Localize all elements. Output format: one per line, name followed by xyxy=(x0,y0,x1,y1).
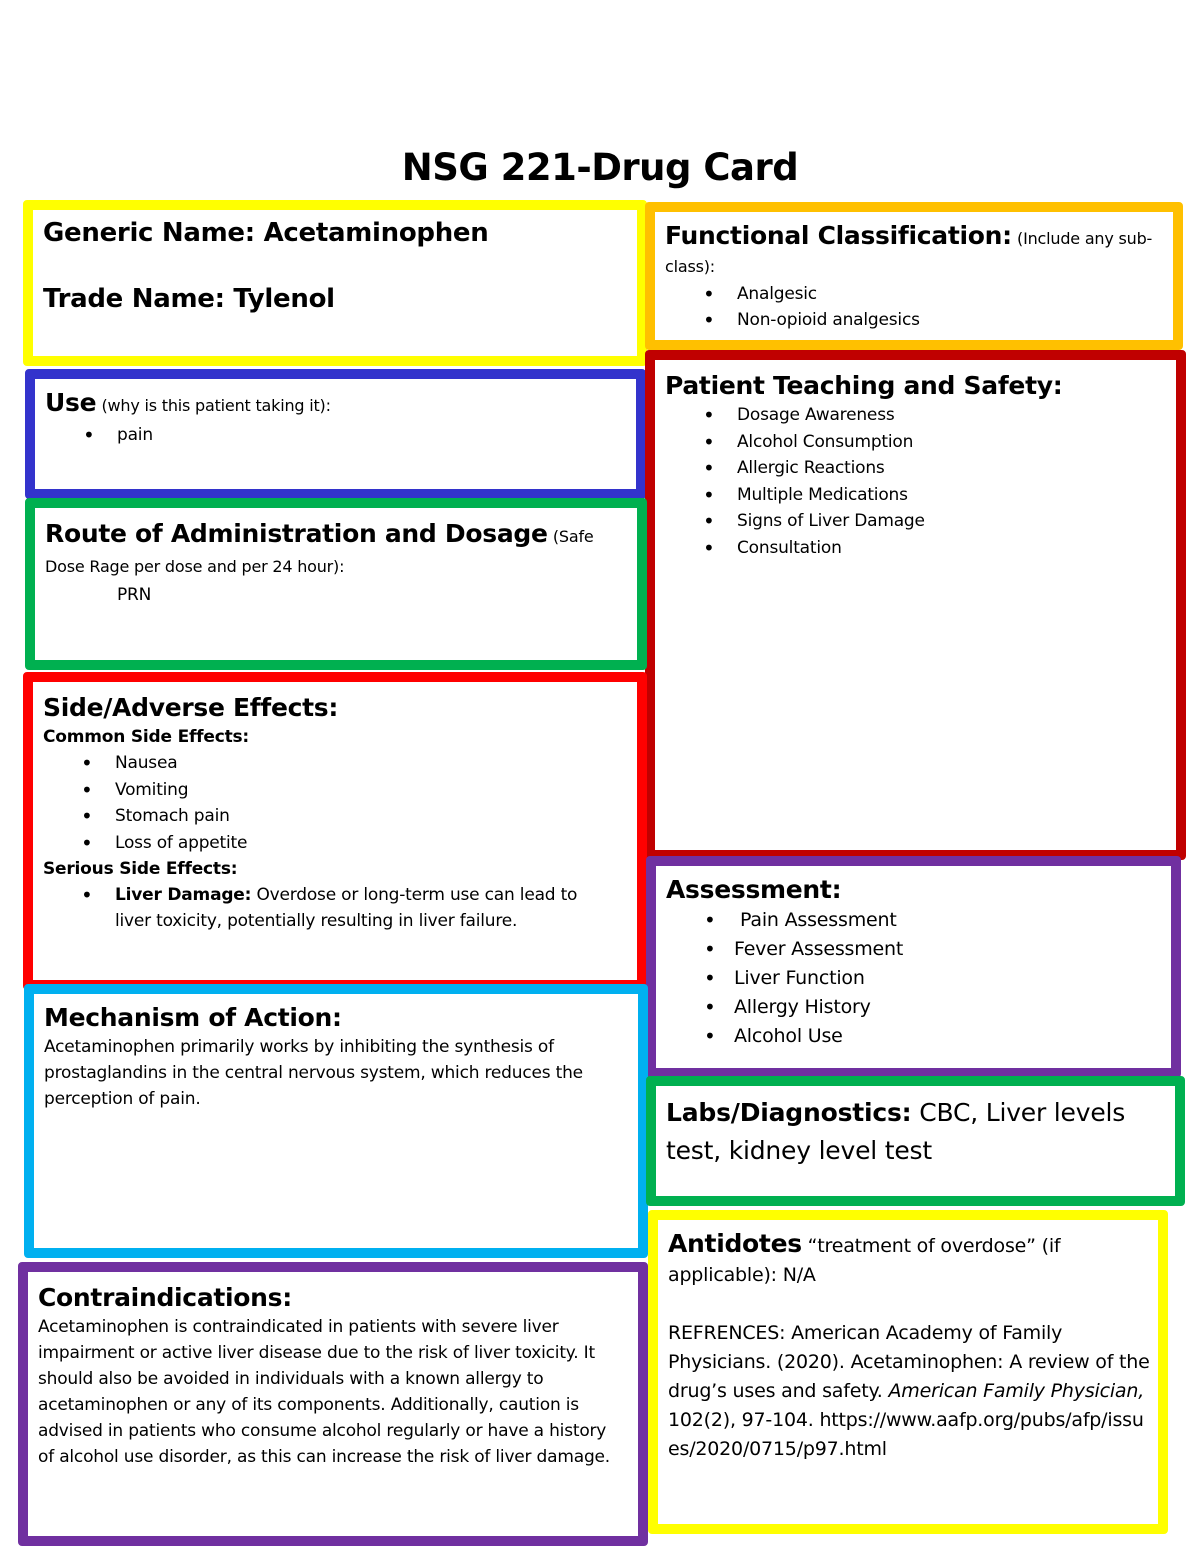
antidotes-heading: Antidotes xyxy=(668,1229,802,1258)
route-heading: Route of Administration and Dosage xyxy=(45,519,548,548)
use-note: (why is this patient taking it): xyxy=(101,396,331,415)
mechanism-card xyxy=(24,984,648,1258)
teaching-heading: Patient Teaching and Safety: xyxy=(665,371,1063,400)
trade-name: Trade Name: Tylenol xyxy=(43,284,335,314)
list-item: • Analgesic xyxy=(665,281,1165,307)
generic-name: Generic Name: Acetaminophen xyxy=(43,218,489,248)
list-item: • Stomach pain xyxy=(43,803,629,830)
contraindications-text: Acetaminophen is contraindicated in patients with severe liver impairment or active liver disease due to the risk of liver toxicity. It should also be avoided in individuals with a known allergy to acetaminophen or any of its components. Additionally, caution is advised in patients who consume alcohol regularly or have a history of alcohol use disorder, as this can increase the risk of liver damage. xyxy=(38,1317,610,1467)
reference-journal: American Family Physician, xyxy=(888,1380,1145,1402)
list-item: • Allergy History xyxy=(666,993,1163,1022)
list-item: • Liver Function xyxy=(666,964,1163,993)
list-item: • Pain Assessment xyxy=(666,906,1163,935)
list-item: • Alcohol Use xyxy=(666,1022,1163,1051)
generic-name-card xyxy=(23,200,647,366)
antidotes-card xyxy=(648,1210,1168,1534)
functional-note: (Include any sub-class): xyxy=(665,229,1153,276)
side-effects-card xyxy=(23,672,647,990)
mechanism-heading: Mechanism of Action: xyxy=(44,1003,342,1032)
list-item: • Nausea xyxy=(43,750,629,777)
reference-text: REFRENCES: American Academy of Family Physicians. (2020). Acetaminophen: A review of the drug’s uses and safety. xyxy=(668,1322,1150,1402)
list-item: • Vomiting xyxy=(43,777,629,804)
side-effects-heading: Side/Adverse Effects: xyxy=(43,693,339,722)
route-value: PRN xyxy=(117,585,152,605)
contraindications-heading: Contraindications: xyxy=(38,1283,292,1312)
labs-card xyxy=(646,1076,1185,1206)
assessment-card xyxy=(646,856,1181,1078)
references xyxy=(668,1319,1154,1464)
reference-url[interactable]: https://www.aafp.org/pubs/afp/issues/2020/0715/p97.html xyxy=(668,1409,1144,1460)
route-note: (Safe Dose Rage per dose and per 24 hour): xyxy=(45,527,594,576)
list-item: • Loss of appetite xyxy=(43,830,629,857)
assessment-heading: Assessment: xyxy=(666,875,842,904)
list-item: • pain xyxy=(45,422,628,448)
serious-side-effects-label: Serious Side Effects: xyxy=(43,859,238,879)
list-item: • Signs of Liver Damage xyxy=(665,508,1168,535)
list-item: • Allergic Reactions xyxy=(665,455,1168,482)
list-item: • Alcohol Consumption xyxy=(665,429,1168,456)
list-item: • Fever Assessment xyxy=(666,935,1163,964)
serious-item-title: Liver Damage: xyxy=(115,885,252,905)
page-title: NSG 221-Drug Card xyxy=(401,146,799,189)
functional-classification-card xyxy=(645,202,1183,350)
patient-teaching-card xyxy=(645,350,1186,860)
common-side-effects-label: Common Side Effects: xyxy=(43,727,250,747)
functional-heading: Functional Classification: xyxy=(665,221,1012,250)
labs-heading: Labs/Diagnostics: xyxy=(666,1098,912,1127)
list-item: • Dosage Awareness xyxy=(665,402,1168,429)
route-card xyxy=(25,498,647,670)
list-item: • Multiple Medications xyxy=(665,482,1168,509)
list-item xyxy=(43,882,629,934)
antidotes-text: “treatment of overdose” (if applicable): N/A xyxy=(668,1235,1061,1286)
serious-item-text: Overdose or long-term use can lead to liver toxicity, potentially resulting in liver failure. xyxy=(115,885,578,931)
use-card xyxy=(25,369,646,499)
mechanism-text: Acetaminophen primarily works by inhibiting the synthesis of prostaglandins in the central nervous system, which reduces the perception of pain. xyxy=(44,1037,583,1109)
contraindications-card xyxy=(18,1262,648,1546)
reference-volume: 102(2), 97-104. xyxy=(668,1409,814,1431)
list-item: • Non-opioid analgesics xyxy=(665,307,1165,333)
functional-list xyxy=(665,281,1165,333)
labs-text: CBC, Liver levels test, kidney level test xyxy=(666,1098,1126,1165)
list-item: • Consultation xyxy=(665,535,1168,562)
use-heading: Use xyxy=(45,388,97,417)
